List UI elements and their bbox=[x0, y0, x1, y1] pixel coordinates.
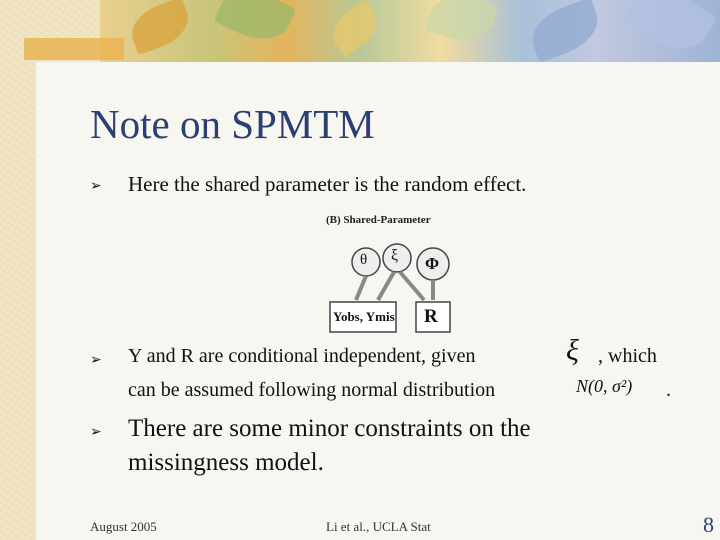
bullet-text-3: There are some minor constraints on the missingness model. bbox=[128, 415, 531, 476]
footer-author: Li et al., UCLA Stat bbox=[326, 519, 431, 534]
bullet-marker: ➢ bbox=[90, 179, 102, 194]
left-accent bbox=[24, 38, 124, 60]
footer-date: August 2005 bbox=[90, 519, 157, 534]
bullet-marker: ➢ bbox=[90, 425, 102, 440]
bullet-text-2-line1-end: , which bbox=[598, 345, 657, 367]
r-box-label: R bbox=[424, 306, 438, 327]
leaf-decoration bbox=[125, 0, 195, 55]
normal-distribution: N(0, σ²) bbox=[576, 376, 633, 396]
arrow-xi-r bbox=[400, 272, 424, 300]
leaf-decoration bbox=[425, 0, 498, 48]
xi-label: ξ bbox=[391, 247, 399, 264]
bullet-text-2-line2: can be assumed following normal distribution bbox=[128, 379, 496, 401]
leaf-decoration bbox=[622, 0, 717, 62]
arrow-xi-y bbox=[378, 272, 394, 300]
leaf-decoration bbox=[214, 0, 297, 51]
leaf-decoration bbox=[324, 0, 386, 57]
arrow-theta-y bbox=[356, 276, 366, 300]
theta-label: θ bbox=[360, 252, 368, 268]
header-banner bbox=[100, 0, 720, 62]
bullet-text-2-line1: Y and R are conditional independent, given bbox=[128, 345, 476, 367]
page-number: 8 bbox=[703, 512, 714, 537]
bullet-marker: ➢ bbox=[90, 353, 102, 368]
bullet-text-1: Here the shared parameter is the random effect. bbox=[128, 172, 527, 196]
xi-symbol: ξ bbox=[566, 334, 579, 367]
figure-caption: (B) Shared-Parameter bbox=[326, 214, 431, 226]
y-box-label: Yobs, Ymis bbox=[333, 309, 395, 324]
leaf-decoration bbox=[525, 0, 606, 62]
bullet-text-2-line2-end: . bbox=[666, 379, 671, 401]
shared-parameter-figure bbox=[320, 212, 480, 336]
slide-title: Note on SPMTM bbox=[90, 101, 375, 147]
phi-label: Φ bbox=[425, 254, 440, 273]
